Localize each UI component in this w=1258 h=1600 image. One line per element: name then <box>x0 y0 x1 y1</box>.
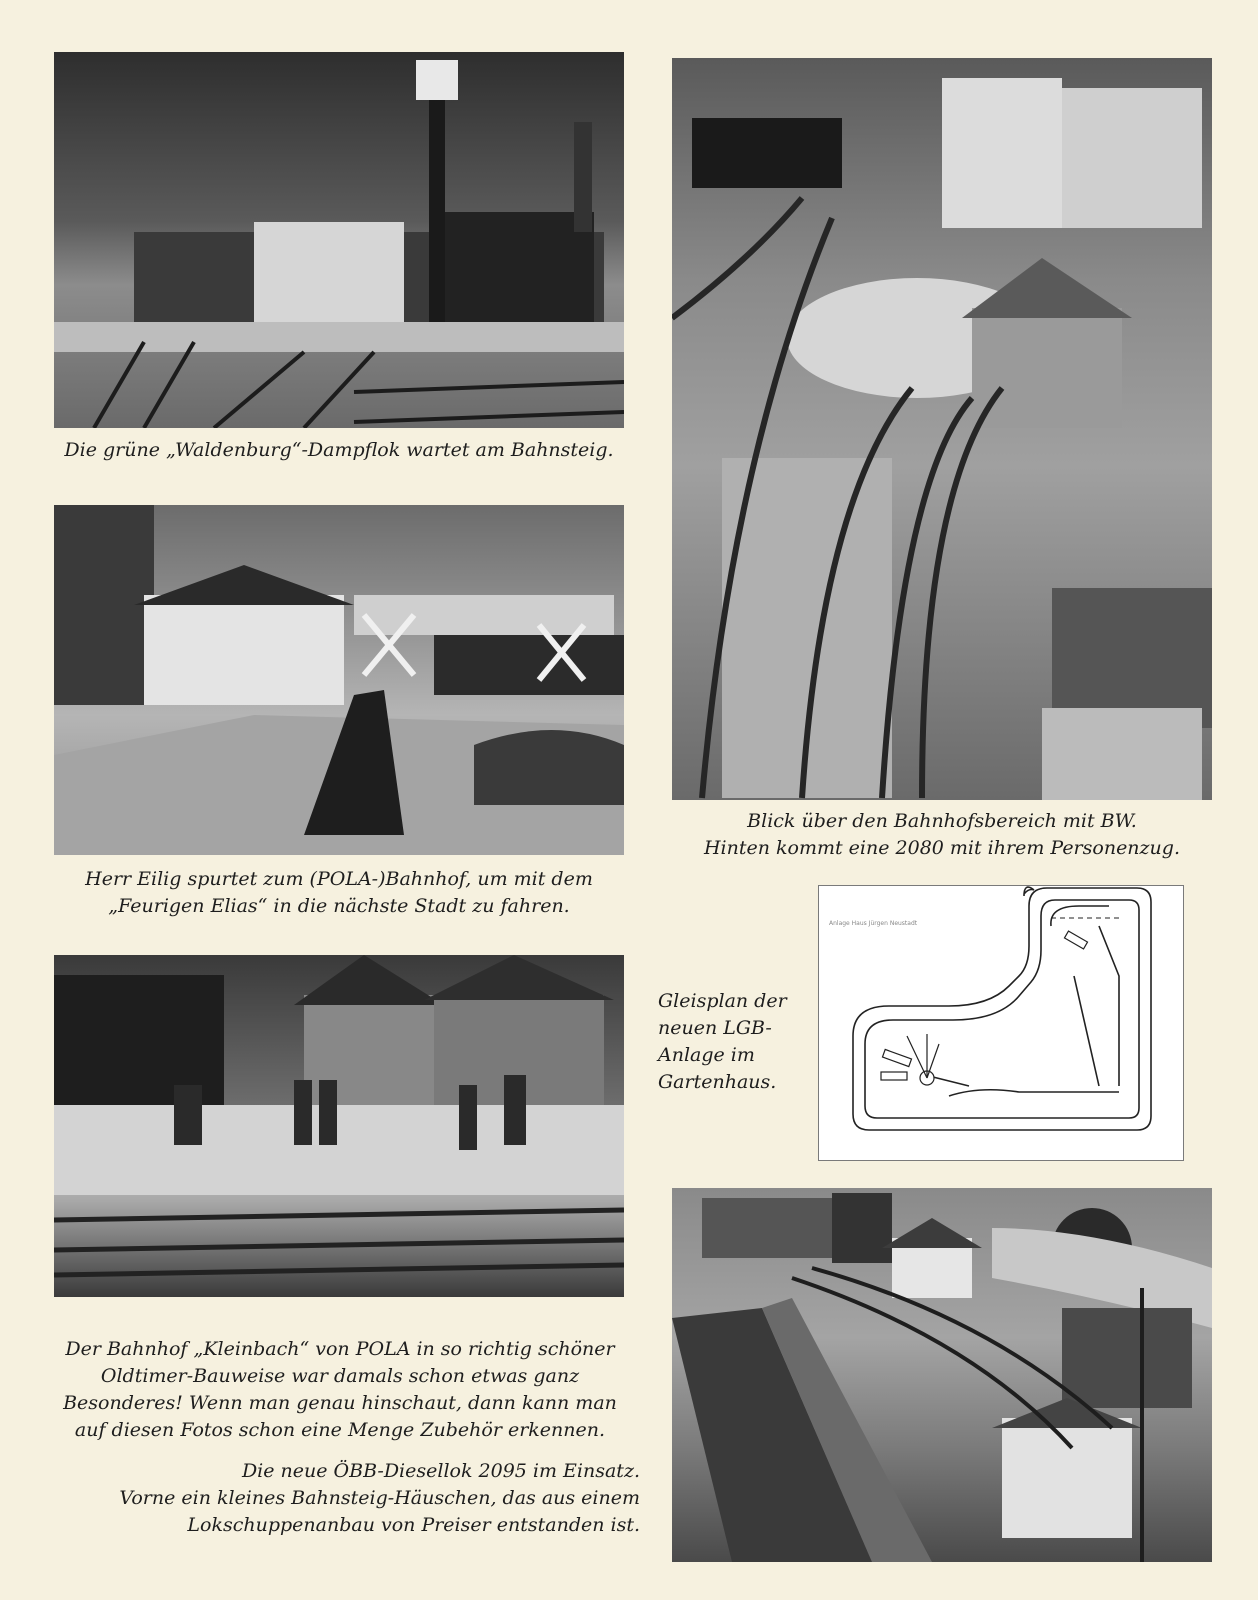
photo-bahnhofsbereich-bw <box>672 58 1212 800</box>
caption-photo3: Der Bahnhof „Kleinbach“ von POLA in so richtig schöner Oldtimer-Bauweise war damals schon etwas ganz Besonderes! Wenn man genau hinschaut, dann kann man auf diesen Fotos schon eine Menge Zubehör erkennen. <box>63 1338 617 1441</box>
photo-herr-eilig-station <box>54 505 624 855</box>
plan-title: Anlage Haus Jürgen Neustadt <box>829 920 918 927</box>
photo-bahnhof-kleinbach <box>54 955 624 1297</box>
caption-photo1: Die grüne „Waldenburg“-Dampflok wartet am Bahnsteig. <box>64 439 614 461</box>
photo-oebb-diesellok-2095 <box>672 1188 1212 1562</box>
caption-photo4: Blick über den Bahnhofsbereich mit BW. Hinten kommt eine 2080 mit ihrem Personenzug. <box>703 810 1180 859</box>
caption-photo2: Herr Eilig spurtet zum (POLA-)Bahnhof, um mit dem „Feurigen Elias“ in die nächste Stadt zu fahren. <box>85 868 593 917</box>
track-plan-diagram <box>818 885 1184 1161</box>
caption-plan: Gleisplan der neuen LGB- Anlage im Gartenhaus. <box>658 990 787 1093</box>
photo-waldenburg-steam-loco <box>54 52 624 428</box>
caption-photo5: Die neue ÖBB-Diesellok 2095 im Einsatz. Vorne ein kleines Bahnsteig-Häuschen, das aus einem Lokschuppenanbau von Preiser entstanden ist. <box>119 1460 640 1536</box>
